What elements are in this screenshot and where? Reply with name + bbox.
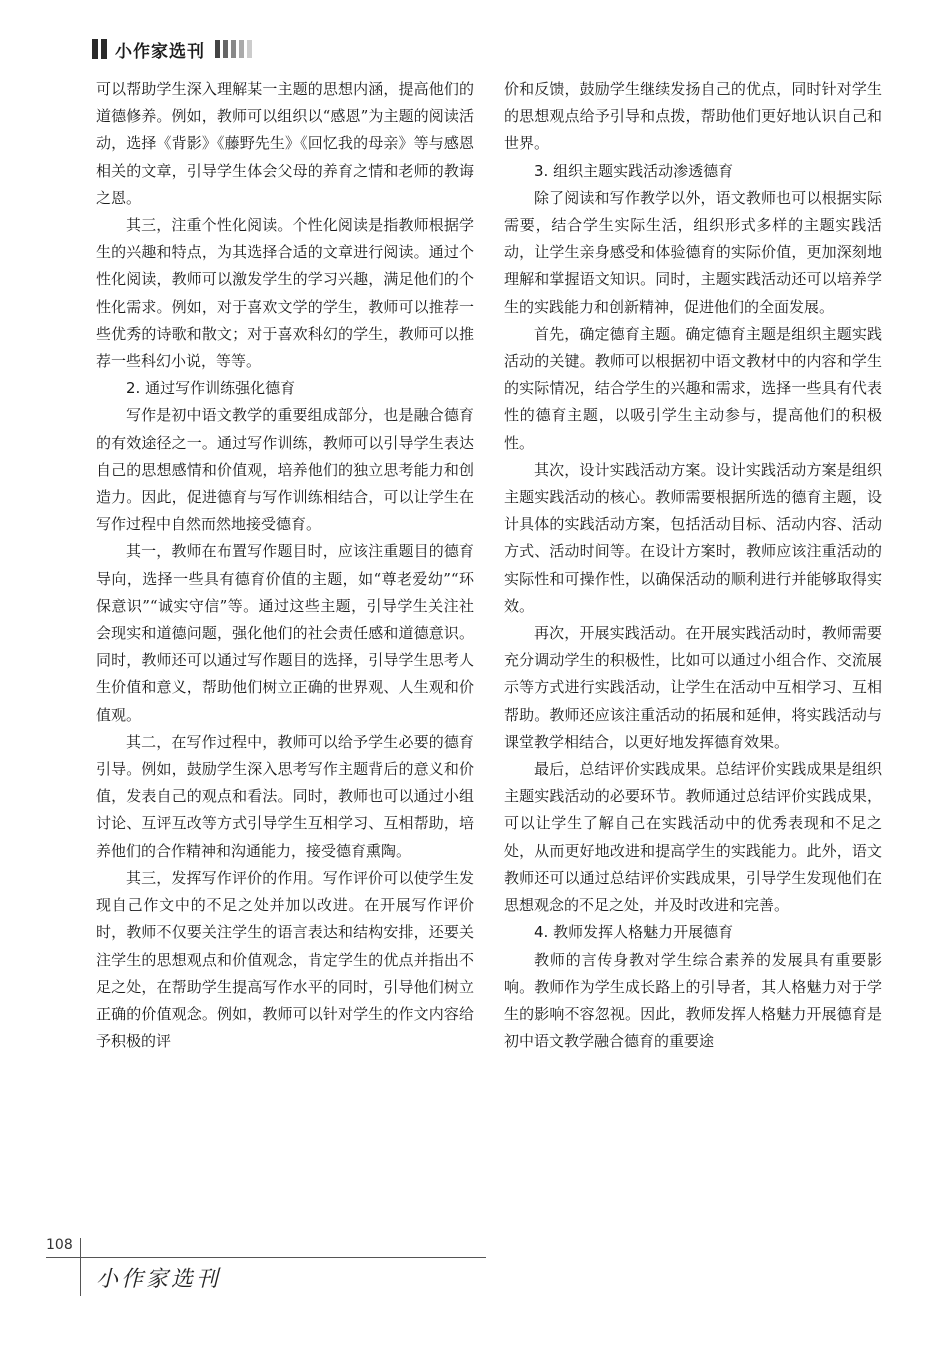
body-paragraph: 其三，注重个性化阅读。个性化阅读是指教师根据学生的兴趣和特点，为其选择合适的文章进行阅读。通过个性化阅读，教师可以激发学生的学习兴趣，满足他们的个性化需求。例如，对于喜欢文学的学生，教师可以推荐一些优秀的诗歌和散文；对于喜欢科幻的学生，教师可以推荐一些科幻小说，等等。 <box>96 216 474 371</box>
body-paragraph: 首先，确定德育主题。确定德育主题是组织主题实践活动的关键。教师可以根据初中语文教材中的内容和学生的实际情况，结合学生的兴趣和需求，选择一些具有代表性的德育主题，以吸引学生主动参与，提高他们的积极性。 <box>504 324 882 452</box>
header-fade-bars-icon <box>215 40 252 58</box>
section-heading: 3. 组织主题实践活动渗透德育 <box>534 161 734 180</box>
body-paragraph: 其二，在写作过程中，教师可以给予学生必要的德育引导。例如，鼓励学生深入思考写作主题背后的意义和价值，发表自己的观点和看法。同时，教师也可以通过小组讨论、互评互改等方式引导学生互相学习、互相帮助，培养他们的合作精神和沟通能力，接受德育熏陶。 <box>96 732 474 860</box>
page-number: 108 <box>46 1237 73 1253</box>
body-paragraph: 再次，开展实践活动。在开展实践活动时，教师需要充分调动学生的积极性，比如可以通过小组合作、交流展示等方式进行实践活动，让学生在活动中互相学习、互相帮助。教师还应该注重活动的拓展和延伸，将实践活动与课堂教学相结合，以更好地发挥德育效果。 <box>504 624 882 751</box>
body-paragraph: 除了阅读和写作教学以外，语文教师也可以根据实际需要，结合学生实际生活，组织形式多样的主题实践活动，让学生亲身感受和体验德育的实际价值，更加深刻地理解和掌握语文知识。同时，主题实践活动还可以培养学生的实践能力和创新精神，促进他们的全面发展。 <box>504 188 882 316</box>
footer-logo: 小作家选刊 <box>96 1267 222 1292</box>
footer-vertical-rule <box>80 1238 81 1296</box>
body-paragraph: 可以帮助学生深入理解某一主题的思想内涵，提高他们的道德修养。例如，教师可以组织以“感恩”为主题的阅读活动，选择《背影》《藤野先生》《回忆我的母亲》等与感恩相关的文章，引导学生体会父母的养育之情和老师的教诲之恩。 <box>96 80 474 207</box>
body-paragraph: 其次，设计实践活动方案。设计实践活动方案是组织主题实践活动的核心。教师需要根据所选的德育主题，设计具体的实践活动方案，包括活动目标、活动内容、活动方式、活动时间等。在设计方案时，教师应该注重活动的实际性和可操作性，以确保活动的顺利进行并能够取得实效。 <box>504 460 882 615</box>
body-paragraph: 价和反馈，鼓励学生继续发扬自己的优点，同时针对学生的思想观点给予引导和点拨，帮助他们更好地认识自己和世界。 <box>504 80 882 153</box>
body-paragraph: 写作是初中语文教学的重要组成部分，也是融合德育的有效途径之一。通过写作训练，教师可以引导学生表达自己的思想感情和价值观，培养他们的独立思考能力和创造力。因此，促进德育与写作训练相结合，可以让学生在写作过程中自然而然地接受德育。 <box>96 406 474 534</box>
footer-horizontal-rule <box>46 1257 486 1258</box>
body-paragraph: 最后，总结评价实践成果。总结评价实践成果是组织主题实践活动的必要环节。教师通过总结评价实践成果，可以让学生了解自己在实践活动中的优秀表现和不足之处，从而更好地改进和提高学生的实践能力。此外，语文教师还可以通过总结评价实践成果，引导学生发现他们在思想观念的不足之处，并及时改进和完善。 <box>504 760 882 915</box>
section-heading: 4. 教师发挥人格魅力开展德育 <box>534 923 734 942</box>
running-header <box>92 36 252 62</box>
section-heading: 2. 通过写作训练强化德育 <box>126 379 296 398</box>
body-paragraph: 教师的言传身教对学生综合素养的发展具有重要影响。教师作为学生成长路上的引导者，其人格魅力对于学生的影响不容忽视。因此，教师发挥人格魅力开展德育是初中语文教学融合德育的重要途 <box>504 950 882 1051</box>
body-paragraph: 其三，发挥写作评价的作用。写作评价可以使学生发现自己作文中的不足之处并加以改进。在开展写作评价时，教师不仅要关注学生的语言表达和结构安排，还要关注学生的思想观点和价值观念，肯定学生的优点并指出不足之处，在帮助学生提高写作水平的同时，引导他们树立正确的价值观念。例如，教师可以针对学生的作文内容给予积极的评 <box>96 868 474 1051</box>
body-paragraph: 其一，教师在布置写作题目时，应该注重题目的德育导向，选择一些具有德育价值的主题，如“尊老爱幼”“环保意识”“诚实守信”等。通过这些主题，引导学生关注社会现实和道德问题，强化他们的社会责任感和道德意识。同时，教师还可以通过写作题目的选择，引导学生思考人生价值和意义，帮助他们树立正确的世界观、人生观和价值观。 <box>96 542 474 724</box>
header-bars-icon <box>92 39 107 59</box>
left-column <box>96 76 474 1055</box>
journal-title: 小作家选刊 <box>115 41 205 62</box>
right-column <box>504 76 882 1055</box>
